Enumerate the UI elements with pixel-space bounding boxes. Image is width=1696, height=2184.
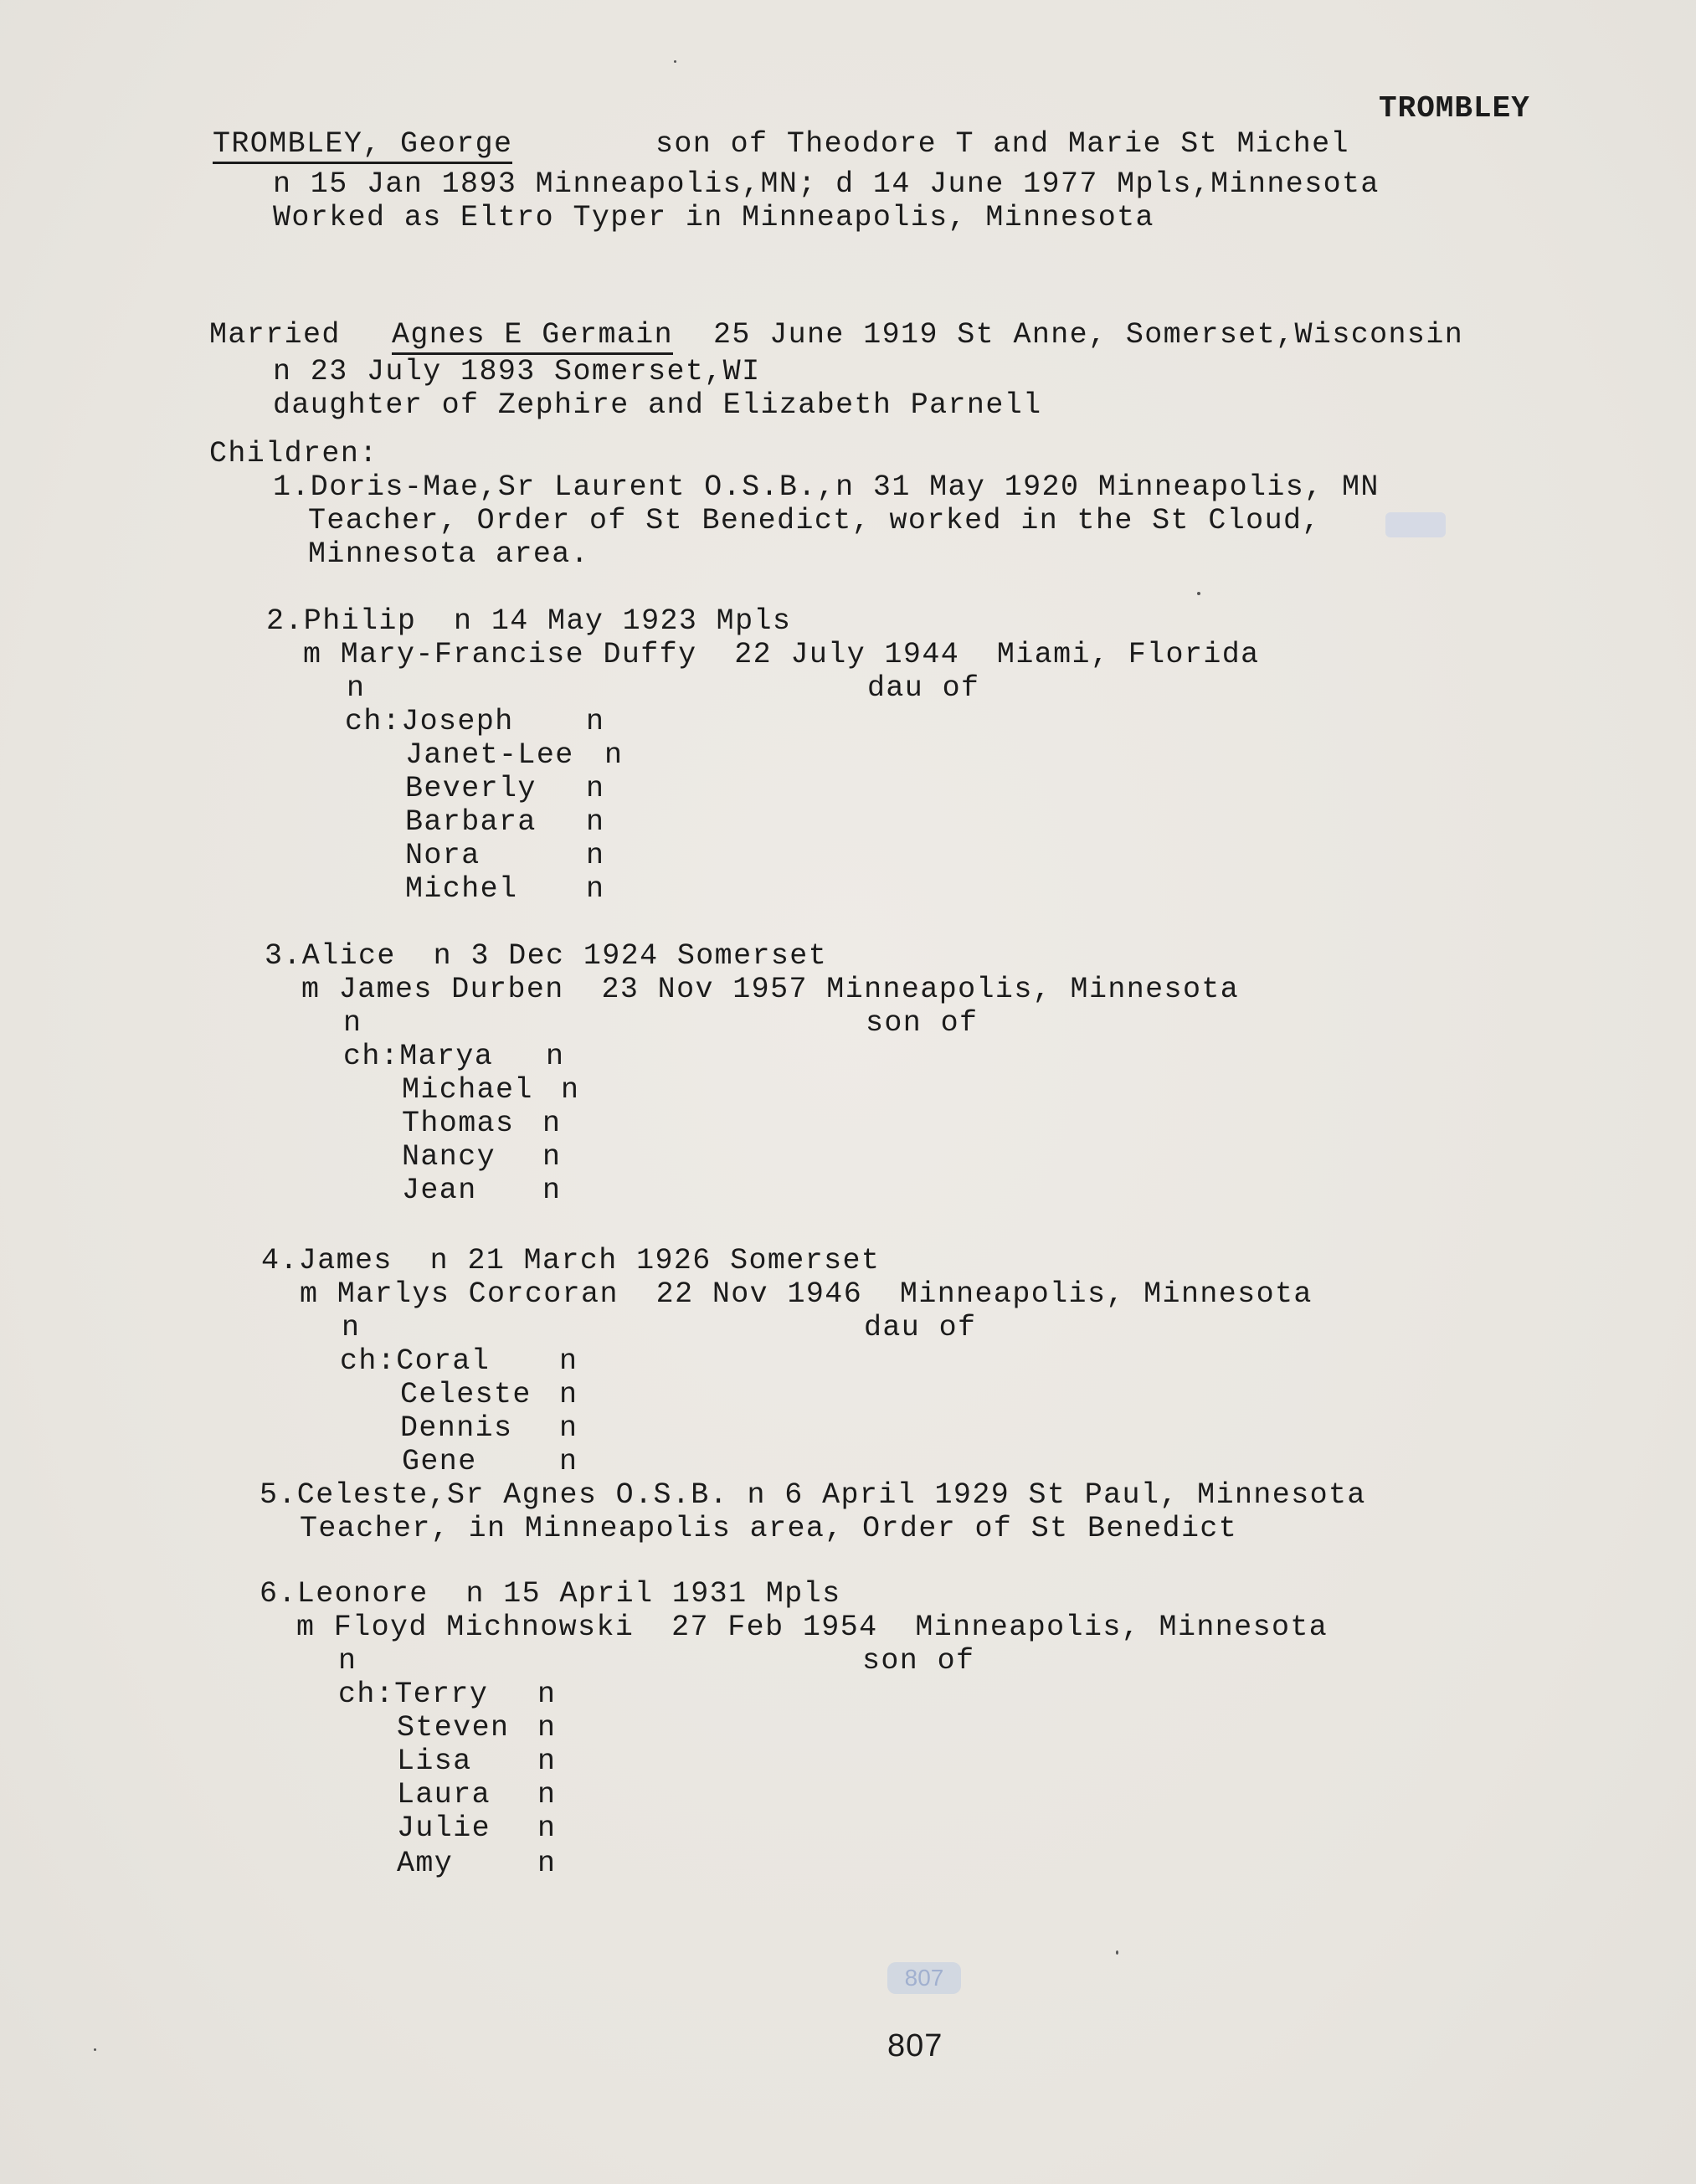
grandchild-birth: n bbox=[559, 1378, 578, 1411]
child-3-marriage: m James Durben 23 Nov 1957 Minneapolis, Minnesota bbox=[301, 973, 1240, 1006]
grandchild-birth: n bbox=[542, 1107, 562, 1140]
grandchild-name: Barbara bbox=[405, 805, 537, 839]
child-4-marriage: m Marlys Corcoran 22 Nov 1946 Minneapolis, Minnesota bbox=[300, 1277, 1313, 1311]
grandchild-birth: n bbox=[537, 1678, 557, 1711]
grandchild-name: Nancy bbox=[402, 1140, 496, 1174]
spouse-parents: daughter of Zephire and Elizabeth Parnell bbox=[273, 388, 1042, 422]
grandchild-birth: n bbox=[561, 1073, 580, 1107]
grandchild-birth: n bbox=[559, 1445, 578, 1478]
child-2-marriage: m Mary-Francise Duffy 22 July 1944 Miami, Florida bbox=[303, 638, 1260, 671]
paper-speck bbox=[94, 2048, 96, 2051]
paper-speck bbox=[674, 60, 676, 63]
grandchild-birth: n bbox=[586, 772, 605, 805]
child-2-spouse-parents: dau of bbox=[867, 671, 980, 705]
subject-name: TROMBLEY, George bbox=[213, 127, 512, 164]
grandchild-name: ch:Coral bbox=[340, 1344, 491, 1378]
grandchild-birth: n bbox=[537, 1711, 557, 1745]
faint-stamp: 807 bbox=[887, 1962, 961, 1994]
children-label: Children: bbox=[209, 437, 378, 470]
grandchild-name: Nora bbox=[405, 839, 481, 872]
grandchild-name: Thomas bbox=[402, 1107, 515, 1140]
child-1-line: 1.Doris-Mae,Sr Laurent O.S.B.,n 31 May 1920 Minneapolis, MN bbox=[273, 470, 1380, 504]
grandchild-birth: n bbox=[586, 705, 605, 738]
child-5-occupation: Teacher, in Minneapolis area, Order of St Benedict bbox=[300, 1512, 1238, 1545]
grandchild-name: Janet-Lee bbox=[405, 738, 574, 772]
grandchild-name: Beverly bbox=[405, 772, 537, 805]
grandchild-birth: n bbox=[537, 1778, 557, 1811]
grandchild-name: Celeste bbox=[400, 1378, 532, 1411]
paper-speck bbox=[1116, 1950, 1118, 1955]
grandchild-birth: n bbox=[546, 1040, 565, 1073]
grandchild-name: ch:Marya bbox=[343, 1040, 494, 1073]
grandchild-birth: n bbox=[542, 1174, 562, 1207]
grandchild-name: Lisa bbox=[397, 1745, 472, 1778]
grandchild-name: Michel bbox=[405, 872, 518, 906]
spouse-birth: n 23 July 1893 Somerset,WI bbox=[273, 355, 761, 388]
grandchild-name: Dennis bbox=[400, 1411, 513, 1445]
surname-header: TROMBLEY bbox=[1379, 91, 1530, 126]
grandchild-name: ch:Joseph bbox=[345, 705, 514, 738]
child-6-spouse-n: n bbox=[338, 1644, 357, 1678]
grandchild-name: Amy bbox=[397, 1847, 454, 1880]
grandchild-birth: n bbox=[542, 1140, 562, 1174]
subject-parents: son of Theodore T and Marie St Michel bbox=[655, 127, 1349, 161]
paper-speck bbox=[1197, 592, 1200, 595]
grandchild-name: Julie bbox=[397, 1811, 491, 1845]
child-4-line: 4.James n 21 March 1926 Somerset bbox=[261, 1244, 881, 1277]
grandchild-name: Gene bbox=[402, 1445, 477, 1478]
child-1-occupation: Teacher, Order of St Benedict, worked in the St Cloud, bbox=[308, 504, 1321, 537]
grandchild-birth: n bbox=[586, 805, 605, 839]
grandchild-birth: n bbox=[586, 839, 605, 872]
spouse-name: Agnes E Germain bbox=[392, 318, 673, 355]
child-3-spouse-n: n bbox=[343, 1006, 362, 1040]
child-4-spouse-n: n bbox=[342, 1311, 361, 1344]
child-3-spouse-parents: son of bbox=[866, 1006, 979, 1040]
child-6-marriage: m Floyd Michnowski 27 Feb 1954 Minneapolis, Minnesota bbox=[296, 1611, 1329, 1644]
subject-birth-death: n 15 Jan 1893 Minneapolis,MN; d 14 June 1977 Mpls,Minnesota bbox=[273, 167, 1380, 201]
child-6-line: 6.Leonore n 15 April 1931 Mpls bbox=[260, 1577, 841, 1611]
grandchild-birth: n bbox=[604, 738, 624, 772]
grandchild-name: Michael bbox=[402, 1073, 533, 1107]
grandchild-birth: n bbox=[559, 1344, 578, 1378]
subject-occupation: Worked as Eltro Typer in Minneapolis, Minnesota bbox=[273, 201, 1154, 234]
grandchild-name: Jean bbox=[402, 1174, 477, 1207]
marriage-details: 25 June 1919 St Anne, Somerset,Wisconsin bbox=[713, 318, 1464, 352]
ink-smudge bbox=[1385, 512, 1446, 537]
child-1-occupation-cont: Minnesota area. bbox=[308, 537, 590, 571]
grandchild-name: Steven bbox=[397, 1711, 510, 1745]
child-2-spouse-n: n bbox=[347, 671, 366, 705]
grandchild-birth: n bbox=[559, 1411, 578, 1445]
grandchild-birth: n bbox=[586, 872, 605, 906]
grandchild-birth: n bbox=[537, 1847, 557, 1880]
married-label: Married bbox=[209, 318, 341, 352]
grandchild-name: ch:Terry bbox=[338, 1678, 489, 1711]
page-number: 807 bbox=[887, 2028, 943, 2063]
grandchild-birth: n bbox=[537, 1811, 557, 1845]
child-4-spouse-parents: dau of bbox=[864, 1311, 977, 1344]
child-3-line: 3.Alice n 3 Dec 1924 Somerset bbox=[265, 939, 828, 973]
child-5-line: 5.Celeste,Sr Agnes O.S.B. n 6 April 1929 St Paul, Minnesota bbox=[260, 1478, 1366, 1512]
grandchild-birth: n bbox=[537, 1745, 557, 1778]
grandchild-name: Laura bbox=[397, 1778, 491, 1811]
child-2-line: 2.Philip n 14 May 1923 Mpls bbox=[266, 604, 792, 638]
child-6-spouse-parents: son of bbox=[862, 1644, 975, 1678]
